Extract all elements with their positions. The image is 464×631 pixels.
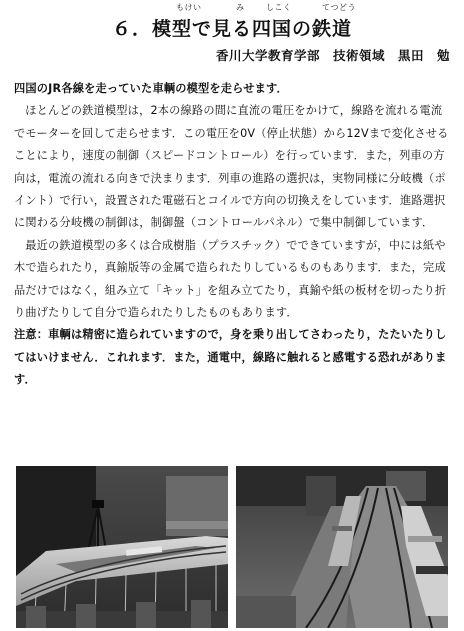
layout-photo-right: [236, 466, 448, 628]
title-ruby: [0, 2, 464, 14]
ruby-mokei: もけい: [176, 3, 202, 12]
layout-photo-left: [16, 466, 228, 628]
ruby-tetsudou: てつどう: [322, 3, 356, 12]
caution-note: 注意：車輌は精密に造られていますので，身を乗り出してさわったり，たたいたりしてはいけません．これれます．また，通電中，線路に触れると感電する恐れがあります．: [14, 328, 447, 387]
body-text: [14, 78, 450, 392]
title-block: [0, 2, 464, 41]
ruby-shikoku: しこく: [266, 3, 292, 12]
author-line: 香川大学教育学部 技術領域 黒田 勉: [215, 48, 450, 63]
lead-paragraph: 四国のJR各線を走っていた車輌の模型を走らせます．: [14, 82, 288, 95]
page-title: ６．模型で見る四国の鉄道: [111, 18, 352, 40]
ruby-mi: み: [236, 3, 245, 12]
paragraph-2: 最近の鉄道模型の多くは合成樹脂（プラスチック）でできていますが，中には紙や木で造られたり，真鍮版等の金属で造られたりしているものもあります．また，完成品だけではなく，組み立て「キット」を組み立てたり，真鍮や紙の板材を切ったり折り曲げたりして自分で造られたりしたものもあります．: [14, 238, 447, 320]
paragraph-1: ほとんどの鉄道模型は，2本の線路の間に直流の電圧をかけて，線路を流れる電流でモーターを回して走らせます．この電圧を0V（停止状態）から12Vまで変化させることにより，速度の制御（スピードコントロール）を行っています．また，列車の方向は，電流の流れる向きで決まります．列車の進路の選択は，実物同様に分岐機（ポイント）で行い，設置された電磁石とコイルで方向の切換えをしています．進路選択に関わる分岐機の制御は，制御盤（コントロールパネル）で集中制御しています．: [14, 104, 449, 230]
